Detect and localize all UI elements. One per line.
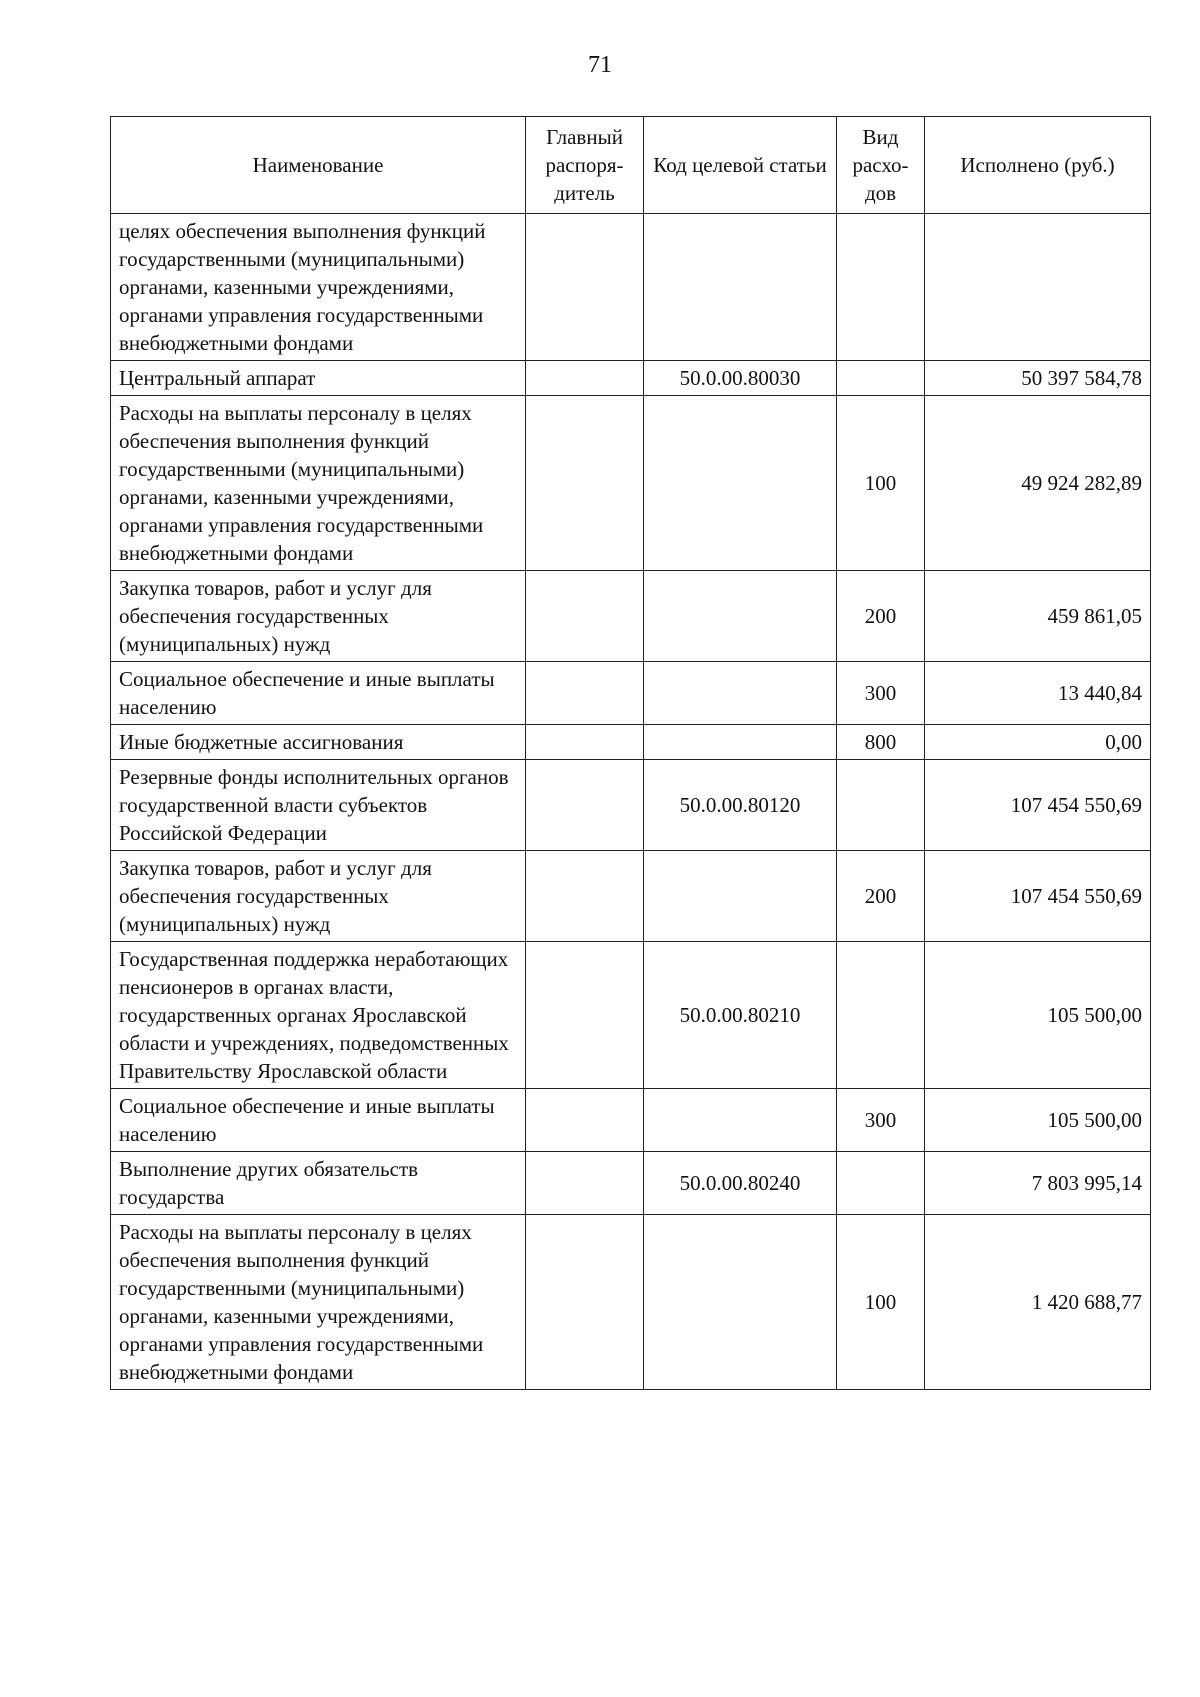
row-expense-kind (837, 760, 925, 851)
row-main-manager (526, 396, 644, 571)
row-expense-kind: 200 (837, 851, 925, 942)
row-target-code (644, 396, 837, 571)
row-target-code (644, 1215, 837, 1390)
row-expense-kind: 100 (837, 396, 925, 571)
header-main-manager: Главный распоря-дитель (526, 117, 644, 214)
row-target-code (644, 214, 837, 361)
row-target-code (644, 725, 837, 760)
row-executed: 49 924 282,89 (925, 396, 1151, 571)
row-main-manager (526, 214, 644, 361)
row-executed: 107 454 550,69 (925, 851, 1151, 942)
table-row (111, 214, 1151, 361)
row-expense-kind (837, 361, 925, 396)
row-name: Социальное обеспечение и иные выплаты населению (111, 1089, 526, 1152)
table-row (111, 1089, 1151, 1152)
table-row (111, 396, 1151, 571)
row-target-code (644, 1089, 837, 1152)
row-expense-kind: 100 (837, 1215, 925, 1390)
row-main-manager (526, 571, 644, 662)
row-target-code (644, 571, 837, 662)
row-expense-kind: 800 (837, 725, 925, 760)
row-executed: 105 500,00 (925, 942, 1151, 1089)
table-header-row (111, 117, 1151, 214)
header-expense-kind: Вид расхо-дов (837, 117, 925, 214)
row-executed: 459 861,05 (925, 571, 1151, 662)
row-expense-kind (837, 942, 925, 1089)
row-target-code: 50.0.00.80240 (644, 1152, 837, 1215)
row-name: Иные бюджетные ассигнования (111, 725, 526, 760)
row-name: Закупка товаров, работ и услуг для обеспечения государственных (муниципальных) нужд (111, 851, 526, 942)
table-row (111, 662, 1151, 725)
row-target-code (644, 851, 837, 942)
row-executed: 7 803 995,14 (925, 1152, 1151, 1215)
row-executed: 107 454 550,69 (925, 760, 1151, 851)
row-executed: 13 440,84 (925, 662, 1151, 725)
row-name: Государственная поддержка неработающих пенсионеров в органах власти, государственных органах Ярославской области и учреждениях, подведомственных Правительству Ярославской области (111, 942, 526, 1089)
row-executed: 1 420 688,77 (925, 1215, 1151, 1390)
table-row (111, 571, 1151, 662)
row-name: Социальное обеспечение и иные выплаты населению (111, 662, 526, 725)
row-target-code: 50.0.00.80210 (644, 942, 837, 1089)
header-executed: Исполнено (руб.) (925, 117, 1151, 214)
budget-execution-table (110, 116, 1151, 1390)
row-expense-kind: 300 (837, 1089, 925, 1152)
row-name: Закупка товаров, работ и услуг для обеспечения государственных (муниципальных) нужд (111, 571, 526, 662)
row-target-code (644, 662, 837, 725)
row-main-manager (526, 851, 644, 942)
row-executed: 0,00 (925, 725, 1151, 760)
row-expense-kind: 300 (837, 662, 925, 725)
page-number: 71 (588, 52, 612, 78)
row-main-manager (526, 1152, 644, 1215)
table-row (111, 725, 1151, 760)
row-expense-kind (837, 214, 925, 361)
row-main-manager (526, 361, 644, 396)
row-executed: 50 397 584,78 (925, 361, 1151, 396)
row-main-manager (526, 1215, 644, 1390)
table-row (111, 851, 1151, 942)
row-main-manager (526, 942, 644, 1089)
row-executed: 105 500,00 (925, 1089, 1151, 1152)
table-row (111, 942, 1151, 1089)
header-name: Наименование (111, 117, 526, 214)
row-main-manager (526, 662, 644, 725)
row-name: Выполнение других обязательств государства (111, 1152, 526, 1215)
row-target-code: 50.0.00.80030 (644, 361, 837, 396)
row-expense-kind: 200 (837, 571, 925, 662)
row-target-code: 50.0.00.80120 (644, 760, 837, 851)
row-executed (925, 214, 1151, 361)
row-expense-kind (837, 1152, 925, 1215)
row-main-manager (526, 760, 644, 851)
row-name: Расходы на выплаты персоналу в целях обеспечения выполнения функций государственными (муниципальными) органами, казенными учреждениями, органами управления государственными внебюджетными фондами (111, 396, 526, 571)
table-row (111, 760, 1151, 851)
table-row (111, 1152, 1151, 1215)
row-name: Резервные фонды исполнительных органов государственной власти субъектов Российской Федерации (111, 760, 526, 851)
row-name: целях обеспечения выполнения функций государственными (муниципальными) органами, казенными учреждениями, органами управления государственными внебюджетными фондами (111, 214, 526, 361)
row-main-manager (526, 1089, 644, 1152)
row-main-manager (526, 725, 644, 760)
table-row (111, 1215, 1151, 1390)
row-name: Расходы на выплаты персоналу в целях обеспечения выполнения функций государственными (муниципальными) органами, казенными учреждениями, органами управления государственными внебюджетными фондами (111, 1215, 526, 1390)
row-name: Центральный аппарат (111, 361, 526, 396)
table-row (111, 361, 1151, 396)
header-target-code: Код целевой статьи (644, 117, 837, 214)
